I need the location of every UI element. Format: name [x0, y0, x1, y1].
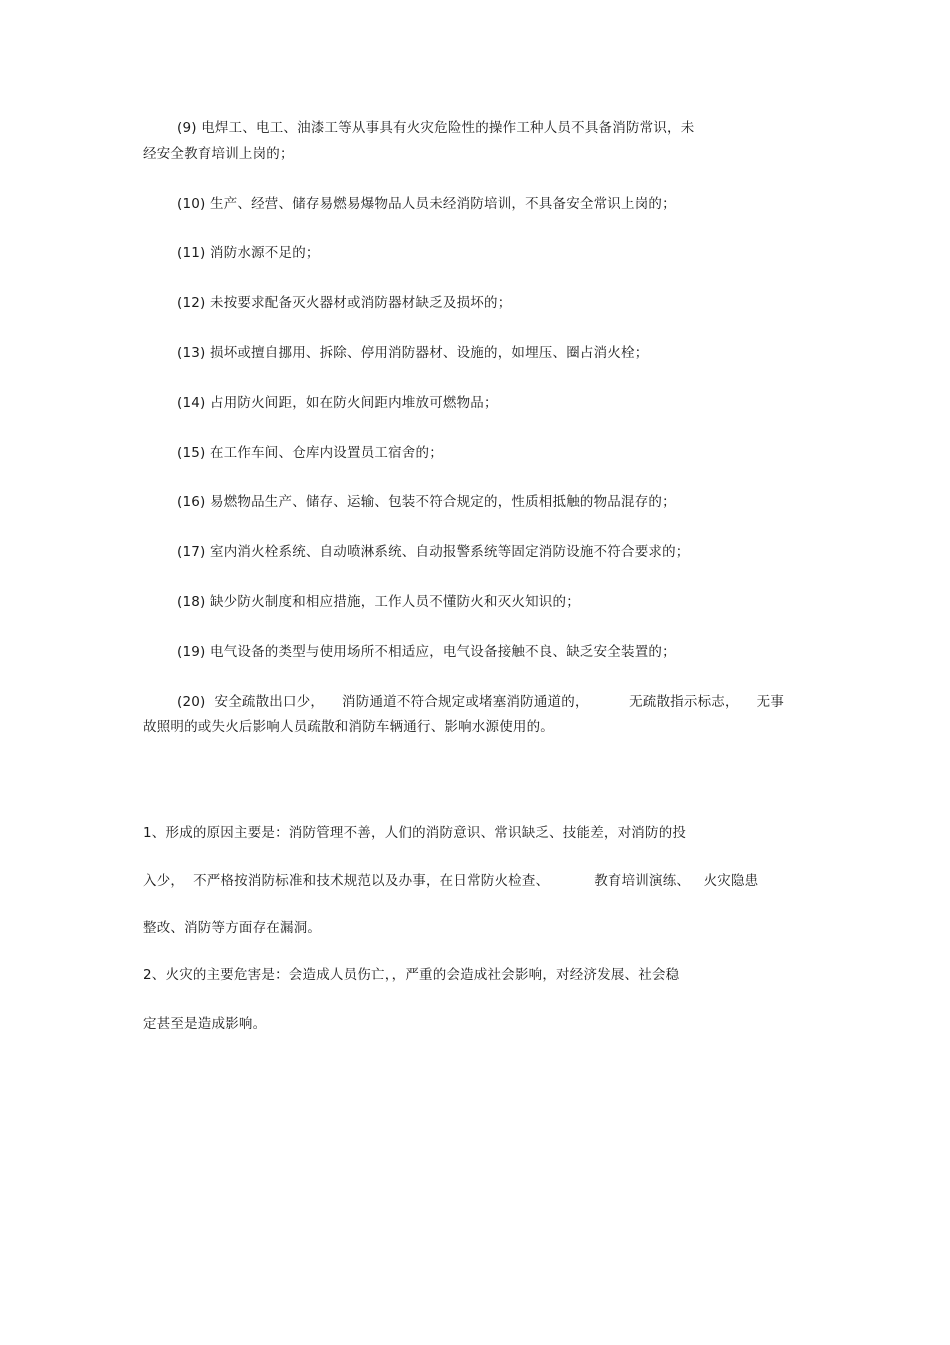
item-9-line-2: 经安全教育培训上岗的；	[143, 146, 294, 162]
summary-1-line-1: 1、形成的原因主要是：消防管理不善，人们的消防意识、常识缺乏、技能差，对消防的投	[143, 825, 687, 841]
item-20-line-1: (20) 安全疏散出口少， 消防通道不符合规定或堵塞消防通道的， 无疏散指示标志， 无事	[177, 694, 785, 710]
summary-2-line-2: 定甚至是造成影响。	[143, 1016, 267, 1032]
item-10: (10) 生产、经营、储存易燃易爆物品人员未经消防培训，不具备安全常识上岗的；	[177, 196, 676, 212]
item-20-line-2: 故照明的或失火后影响人员疏散和消防车辆通行、影响水源使用的。	[143, 719, 554, 735]
item-14: (14) 占用防火间距，如在防火间距内堆放可燃物品；	[177, 395, 498, 411]
item-19: (19) 电气设备的类型与使用场所不相适应，电气设备接触不良、缺乏安全装置的；	[177, 644, 676, 660]
item-12: (12) 未按要求配备灭火器材或消防器材缺乏及损坏的；	[177, 295, 512, 311]
item-17: (17) 室内消火栓系统、自动喷淋系统、自动报警系统等固定消防设施不符合要求的；	[177, 544, 690, 560]
summary-2-line-1: 2、火灾的主要危害是：会造成人员伤亡，，严重的会造成社会影响，对经济发展、社会稳	[143, 967, 680, 983]
summary-1-line-3: 整改、消防等方面存在漏洞。	[143, 920, 322, 936]
item-16: (16) 易燃物品生产、储存、运输、包装不符合规定的，性质相抵触的物品混存的；	[177, 494, 676, 510]
summary-1-line-2: 入少， 不严格按消防标准和技术规范以及办事，在日常防火检查、 教育培训演练、 火灾隐患	[143, 873, 759, 889]
item-15: (15) 在工作车间、仓库内设置员工宿舍的；	[177, 445, 443, 461]
item-11: (11) 消防水源不足的；	[177, 245, 320, 261]
item-18: (18) 缺少防火制度和相应措施，工作人员不懂防火和灭火知识的；	[177, 594, 580, 610]
item-9-line-1: (9) 电焊工、电工、油漆工等从事具有火灾危险性的操作工种人员不具备消防常识，未	[177, 120, 695, 136]
item-13: (13) 损坏或擅自挪用、拆除、停用消防器材、设施的，如埋压、圈占消火栓；	[177, 345, 649, 361]
